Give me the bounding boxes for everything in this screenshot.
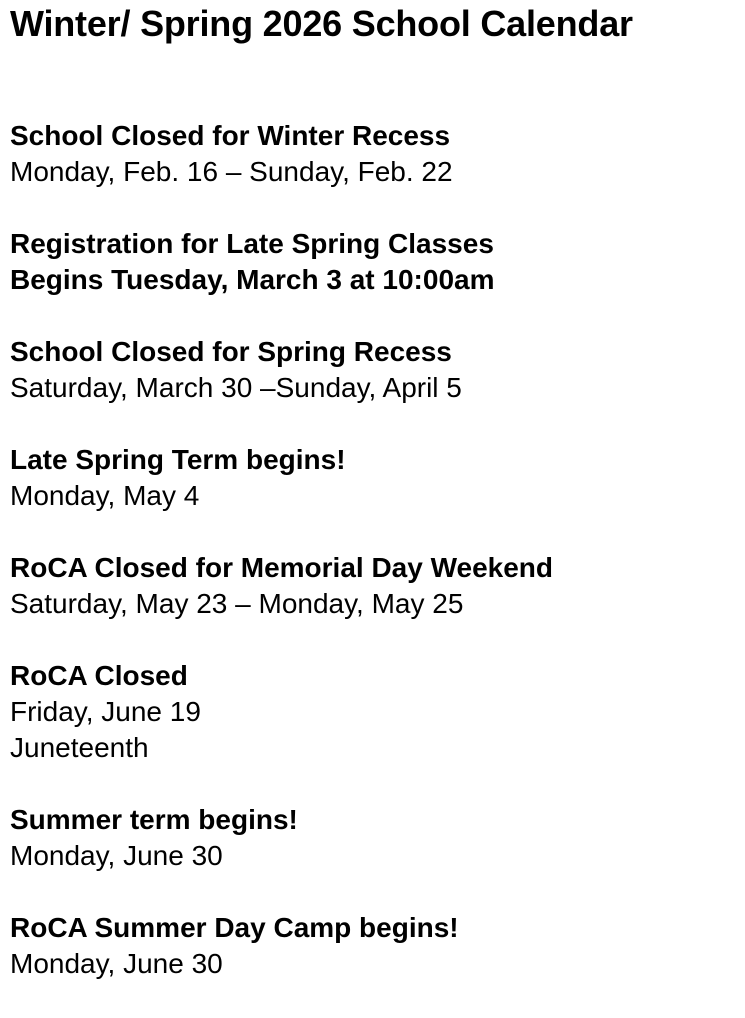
event-title: RoCA Closed for Memorial Day Weekend xyxy=(10,552,554,583)
event-date: Monday, May 4 xyxy=(10,480,200,511)
event-date: Saturday, March 30 –Sunday, April 5 xyxy=(10,372,462,403)
event-spring-recess xyxy=(10,334,740,406)
event-date: Friday, June 19 xyxy=(10,696,201,727)
event-list xyxy=(10,118,740,1018)
event-date: Saturday, May 23 – Monday, May 25 xyxy=(10,588,464,619)
event-title: Summer term begins! xyxy=(10,804,298,835)
event-date: Monday, Feb. 16 – Sunday, Feb. 22 xyxy=(10,156,453,187)
event-date: Monday, June 30 xyxy=(10,948,223,979)
event-juneteenth xyxy=(10,658,740,766)
event-title: Late Spring Term begins! xyxy=(10,444,346,475)
event-title: School Closed for Winter Recess xyxy=(10,120,451,151)
page-title: Winter/ Spring 2026 School Calendar xyxy=(10,3,633,44)
event-date: Monday, June 30 xyxy=(10,840,223,871)
event-title: School Closed for Spring Recess xyxy=(10,336,452,367)
event-date: Begins Tuesday, March 3 at 10:00am xyxy=(10,264,495,295)
event-title: Registration for Late Spring Classes xyxy=(10,228,494,259)
event-late-spring-registration xyxy=(10,226,740,298)
event-title: RoCA Summer Day Camp begins! xyxy=(10,912,459,943)
event-note: Juneteenth xyxy=(10,732,149,763)
event-late-spring-term xyxy=(10,442,740,514)
event-summer-term xyxy=(10,802,740,874)
event-summer-camp xyxy=(10,910,740,982)
event-title: RoCA Closed xyxy=(10,660,188,691)
event-winter-recess xyxy=(10,118,740,190)
event-memorial-day xyxy=(10,550,740,622)
